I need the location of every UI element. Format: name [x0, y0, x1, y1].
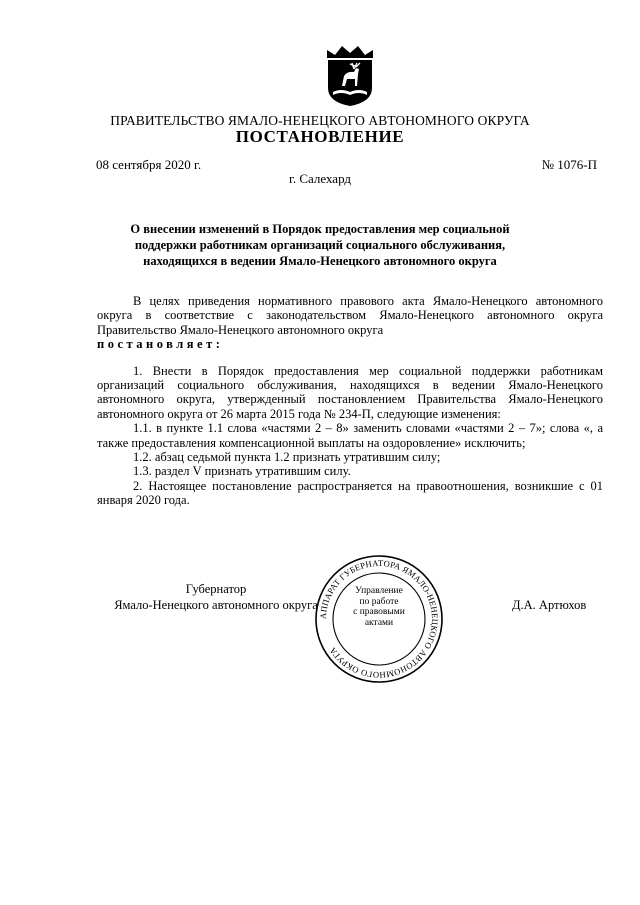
signatory-position — [96, 582, 336, 613]
document-date: 08 сентября 2020 г. — [96, 157, 202, 172]
stamp-line: Управление — [355, 586, 403, 596]
title-line: О внесении изменений в Порядок предоставления мер социальной — [130, 222, 510, 236]
clause-2: 2. Настоящее постановление распространяется на правоотношения, возникшие с 01 января 2020 года. — [97, 478, 603, 508]
preamble-paragraph — [97, 294, 603, 352]
title-line: находящихся в ведении Ямало-Ненецкого автономного округа — [143, 254, 497, 268]
organization-name: ПРАВИТЕЛЬСТВО ЯМАЛО-НЕНЕЦКОГО АВТОНОМНОГО ОКРУГА — [110, 113, 530, 128]
clause-1-2: 1.2. абзац седьмой пункта 1.2 признать утратившим силу; — [133, 450, 441, 465]
document-city: г. Салехард — [288, 171, 352, 186]
document-number: № 1076-П — [541, 157, 597, 172]
title-line: поддержки работникам организаций социального обслуживания, — [134, 238, 506, 252]
preamble-text: В целях приведения нормативного правового акта Ямало-Ненецкого автономного округа в соответствие с законодательством Ямало-Ненецкого автономного округа Правительство Ямало-Ненецкого автономного округа — [97, 294, 603, 337]
coat-of-arms-emblem — [325, 44, 375, 108]
stamp-line: актами — [364, 617, 394, 628]
resolution-word: постановляет: — [97, 337, 224, 352]
document-body — [97, 294, 603, 508]
clause-1-1: 1.1. в пункте 1.1 слова «частями 2 – 8» заменить словами «частями 2 – 7»; слова «, а также предоставления компенсационной выплаты на оздоровление» исключить; — [97, 421, 603, 450]
clause-1: 1. Внести в Порядок предоставления мер социальной поддержки работникам организаций социального обслуживания, находящихся в ведении Ямало-Ненецкого автономного округа, утвержденный постановлением Правительства Ямало-Ненецкого автономного округа от 26 марта 2015 года № 234-П, следующие изменения: — [97, 363, 603, 421]
stamp-line: с правовыми — [353, 607, 405, 617]
position-line: Губернатор — [185, 582, 247, 596]
document-type: ПОСТАНОВЛЕНИЕ — [235, 127, 405, 146]
svg-text:АППАРАТ ГУБЕРНАТОРА ЯМАЛО-НЕНЕ: АППАРАТ ГУБЕРНАТОРА ЯМАЛО-НЕНЕЦКОГО АВТОНОМНОГО ОКРУГА — [317, 557, 441, 681]
clause-1-3: 1.3. раздел V признать утратившим силу. — [133, 464, 351, 479]
position-line: Ямало-Ненецкого автономного округа — [114, 597, 318, 612]
document-title — [108, 221, 532, 269]
stamp-department — [335, 586, 423, 628]
stamp-line: по работе — [359, 596, 399, 607]
signatory-name: Д.А. Артюхов — [512, 598, 587, 612]
